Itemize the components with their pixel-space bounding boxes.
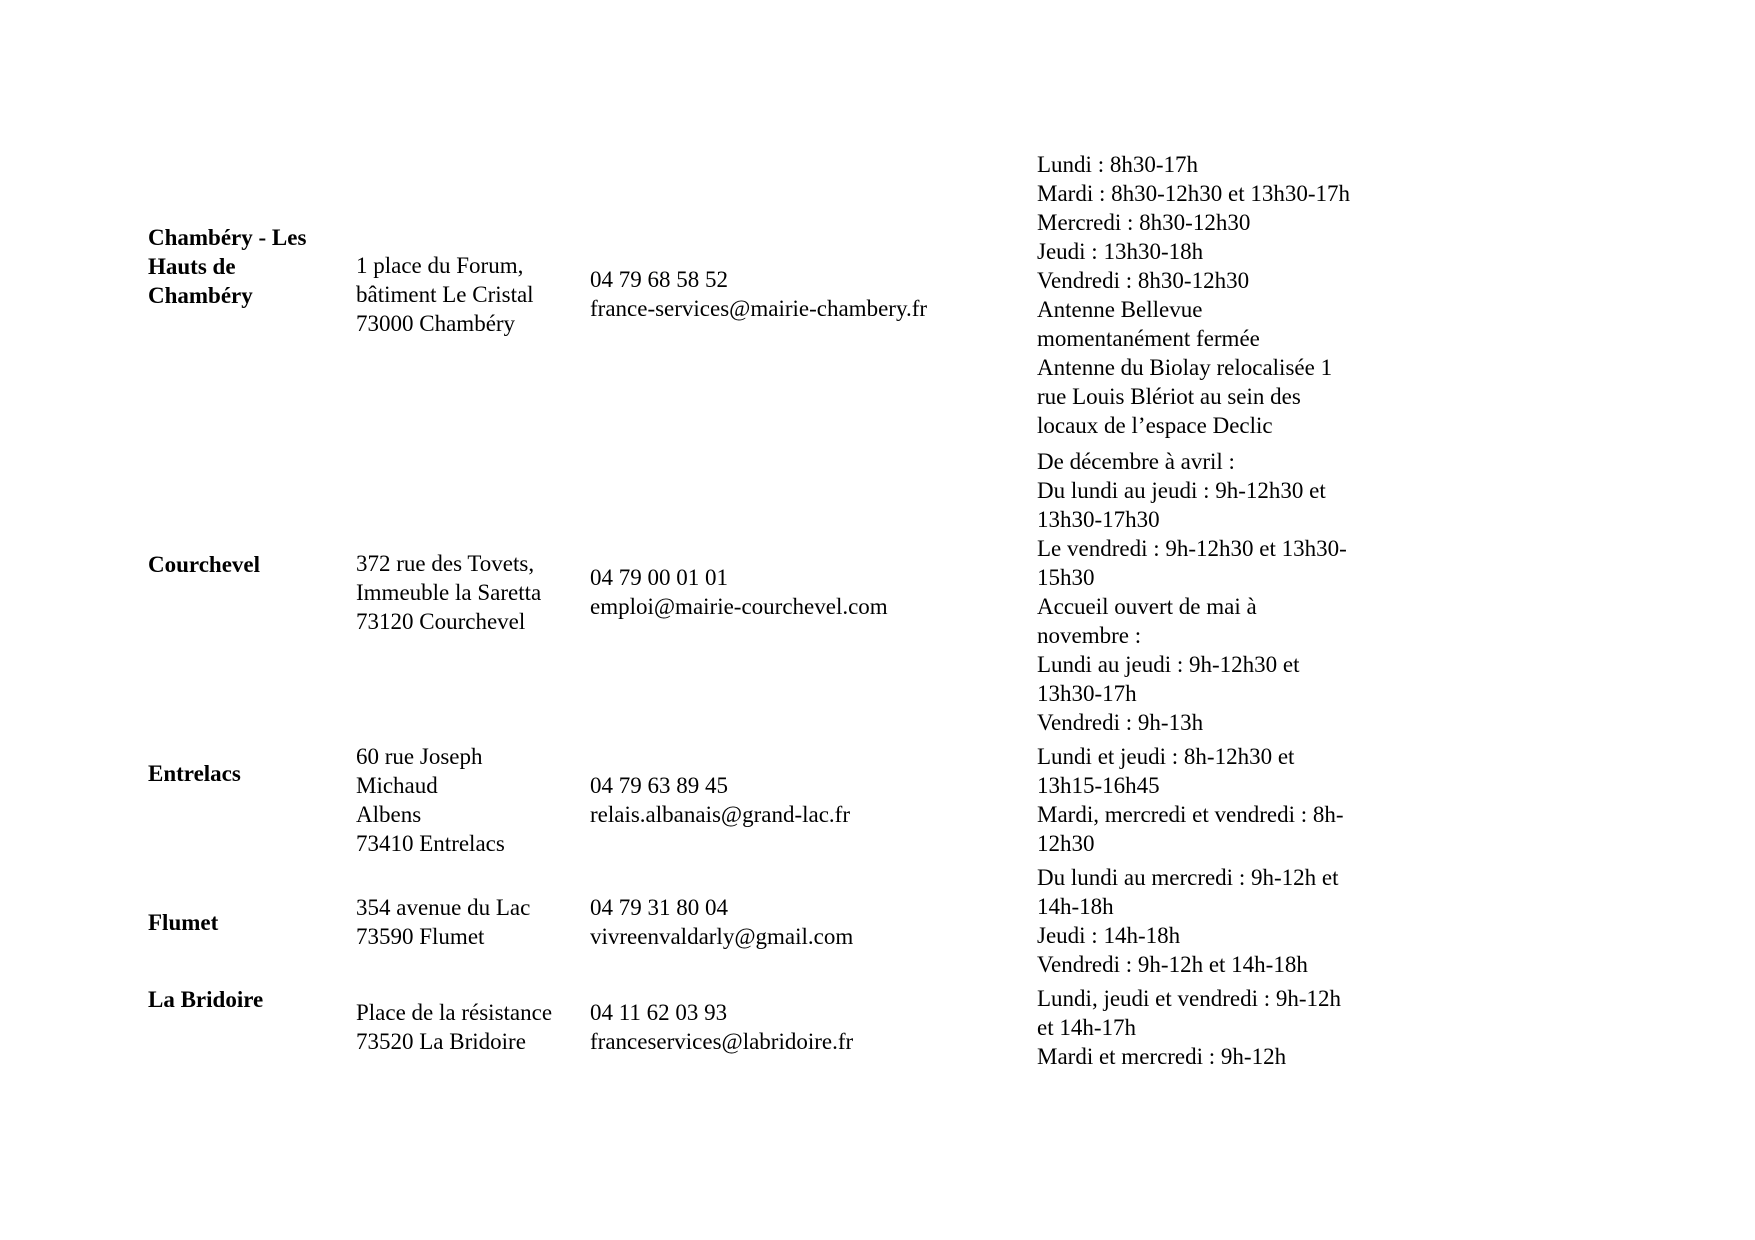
hours-line: Mardi : 8h30-12h30 et 13h30-17h bbox=[1037, 181, 1351, 206]
address-line: Place de la résistance bbox=[356, 1000, 553, 1025]
email-address[interactable]: france-services@mairie-chambery.fr bbox=[590, 296, 928, 321]
hours-line: Lundi, jeudi et vendredi : 9h-12h bbox=[1037, 986, 1342, 1011]
hours-line: Vendredi : 9h-13h bbox=[1037, 710, 1204, 735]
address-line: Immeuble la Saretta bbox=[356, 580, 542, 605]
entry-hours bbox=[1037, 863, 1397, 979]
phone-number: 04 11 62 03 93 bbox=[590, 1000, 728, 1025]
address-line: 73120 Courchevel bbox=[356, 609, 526, 634]
entry-contact bbox=[590, 998, 990, 1056]
entry-address bbox=[356, 742, 576, 858]
hours-line: rue Louis Blériot au sein des bbox=[1037, 384, 1301, 409]
email-address[interactable]: emploi@mairie-courchevel.com bbox=[590, 594, 888, 619]
entry-address bbox=[356, 251, 576, 338]
hours-line: Mercredi : 8h30-12h30 bbox=[1037, 210, 1251, 235]
hours-line: Lundi et jeudi : 8h-12h30 et bbox=[1037, 744, 1295, 769]
phone-number: 04 79 31 80 04 bbox=[590, 895, 728, 920]
hours-line: Mardi, mercredi et vendredi : 8h- bbox=[1037, 802, 1344, 827]
hours-line: Vendredi : 9h-12h et 14h-18h bbox=[1037, 952, 1308, 977]
hours-line: Jeudi : 14h-18h bbox=[1037, 923, 1181, 948]
address-line: 73410 Entrelacs bbox=[356, 831, 505, 856]
hours-line: Jeudi : 13h30-18h bbox=[1037, 239, 1204, 264]
entry-name: Entrelacs bbox=[148, 761, 241, 786]
hours-line: et 14h-17h bbox=[1037, 1015, 1137, 1040]
entry-contact bbox=[590, 563, 990, 621]
address-line: 1 place du Forum, bbox=[356, 253, 524, 278]
entry-hours bbox=[1037, 447, 1397, 737]
address-line: Michaud bbox=[356, 773, 438, 798]
hours-line: Le vendredi : 9h-12h30 et 13h30- bbox=[1037, 536, 1347, 561]
phone-number: 04 79 00 01 01 bbox=[590, 565, 728, 590]
hours-line: novembre : bbox=[1037, 623, 1142, 648]
address-line: 73520 La Bridoire bbox=[356, 1029, 526, 1054]
entry-contact bbox=[590, 893, 990, 951]
hours-line: 14h-18h bbox=[1037, 894, 1114, 919]
entry-contact bbox=[590, 771, 990, 829]
hours-line: 13h15-16h45 bbox=[1037, 773, 1160, 798]
hours-line: Du lundi au jeudi : 9h-12h30 et bbox=[1037, 478, 1326, 503]
email-address[interactable]: franceservices@labridoire.fr bbox=[590, 1029, 854, 1054]
entry-hours bbox=[1037, 984, 1397, 1071]
hours-line: Vendredi : 8h30-12h30 bbox=[1037, 268, 1250, 293]
entry-contact bbox=[590, 265, 990, 323]
entry-name: Flumet bbox=[148, 910, 219, 935]
hours-line: De décembre à avril : bbox=[1037, 449, 1235, 474]
hours-line: Lundi : 8h30-17h bbox=[1037, 152, 1198, 177]
entry-hours bbox=[1037, 742, 1397, 858]
email-address[interactable]: vivreenvaldarly@gmail.com bbox=[590, 924, 854, 949]
hours-line: 15h30 bbox=[1037, 565, 1095, 590]
phone-number: 04 79 63 89 45 bbox=[590, 773, 728, 798]
entry-name: Courchevel bbox=[148, 552, 261, 577]
hours-line: 13h30-17h bbox=[1037, 681, 1137, 706]
phone-number: 04 79 68 58 52 bbox=[590, 267, 728, 292]
hours-line: momentanément fermée bbox=[1037, 326, 1260, 351]
entry-name: La Bridoire bbox=[148, 987, 264, 1012]
entry-address bbox=[356, 549, 576, 636]
entry-name: Chambéry - Les Hauts de Chambéry bbox=[148, 225, 307, 308]
hours-line: Antenne Bellevue bbox=[1037, 297, 1203, 322]
hours-line: Du lundi au mercredi : 9h-12h et bbox=[1037, 865, 1339, 890]
address-line: 73590 Flumet bbox=[356, 924, 485, 949]
entry-hours bbox=[1037, 150, 1397, 440]
address-line: 60 rue Joseph bbox=[356, 744, 483, 769]
address-line: Albens bbox=[356, 802, 422, 827]
hours-line: Antenne du Biolay relocalisée 1 bbox=[1037, 355, 1333, 380]
hours-line: 13h30-17h30 bbox=[1037, 507, 1160, 532]
hours-line: Lundi au jeudi : 9h-12h30 et bbox=[1037, 652, 1300, 677]
address-line: 372 rue des Tovets, bbox=[356, 551, 535, 576]
entry-address bbox=[356, 893, 576, 951]
hours-line: Mardi et mercredi : 9h-12h bbox=[1037, 1044, 1287, 1069]
hours-line: 12h30 bbox=[1037, 831, 1095, 856]
address-line: 354 avenue du Lac bbox=[356, 895, 531, 920]
hours-line: Accueil ouvert de mai à bbox=[1037, 594, 1257, 619]
email-address[interactable]: relais.albanais@grand-lac.fr bbox=[590, 802, 850, 827]
hours-line: locaux de l’espace Declic bbox=[1037, 413, 1273, 438]
entry-address bbox=[356, 998, 576, 1056]
address-line: 73000 Chambéry bbox=[356, 311, 516, 336]
address-line: bâtiment Le Cristal bbox=[356, 282, 534, 307]
